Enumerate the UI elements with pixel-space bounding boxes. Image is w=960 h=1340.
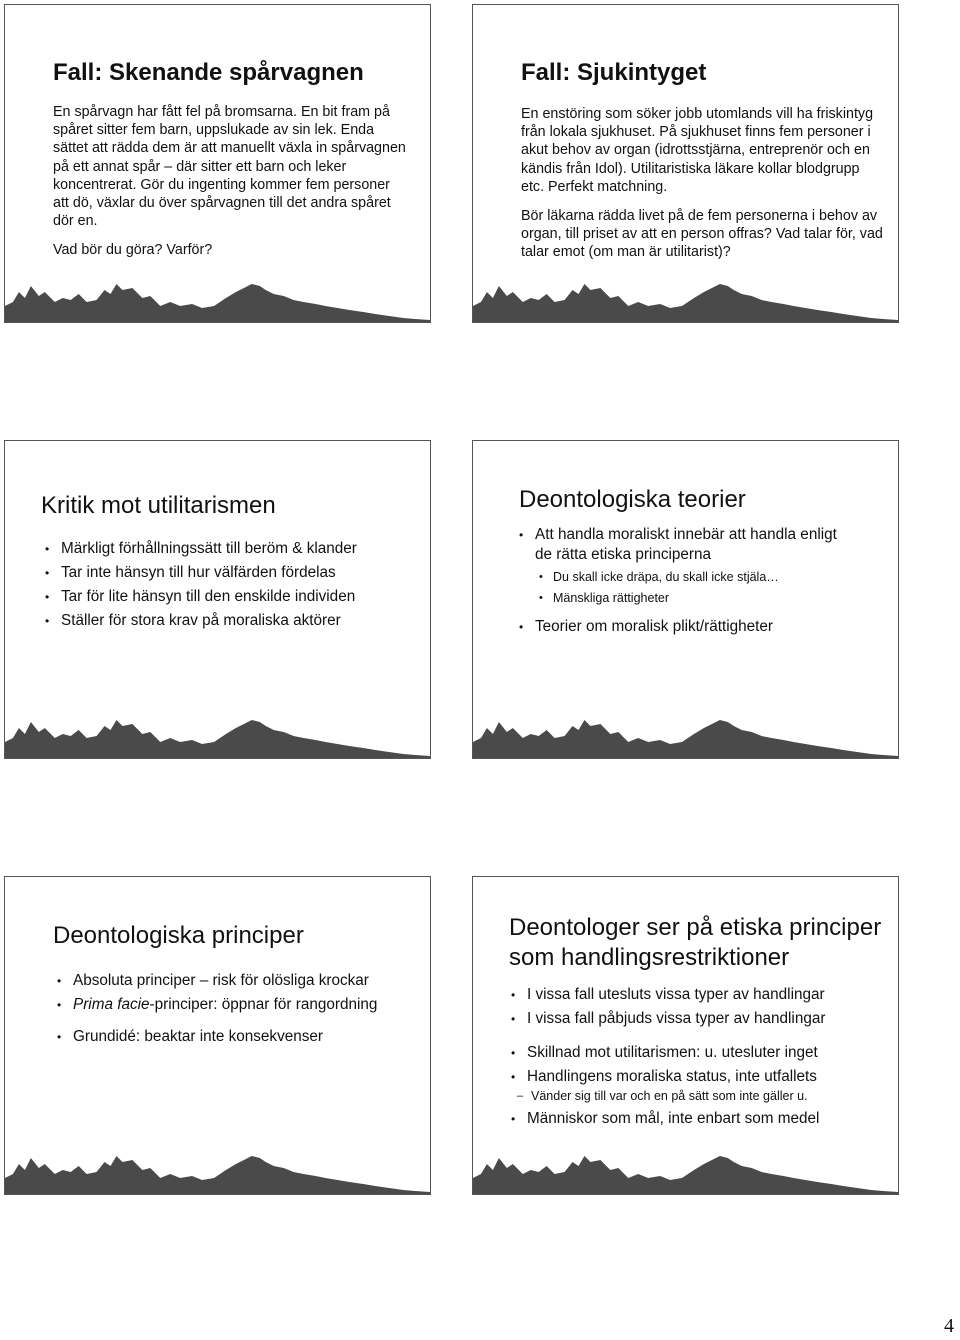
list-item: • Människor som mål, inte enbart som medel — [509, 1107, 894, 1131]
slide-title: Deontologiska teorier — [519, 486, 746, 513]
mountain-silhouette — [5, 708, 430, 758]
slide-sjukintyget — [472, 4, 899, 323]
mountain-silhouette — [5, 272, 430, 322]
title-rest: : Skenande spårvagnen — [94, 59, 364, 86]
bullet-list-3 — [509, 1107, 894, 1131]
slide-title — [53, 59, 364, 87]
list-item: • Ställer för stora krav på moraliska aktörer — [43, 609, 423, 633]
sub-list-item: – Vänder sig till var och en på sätt som inte gäller u. — [509, 1086, 894, 1107]
bullet-list — [43, 537, 423, 633]
slide-title: Kritik mot utilitarismen — [41, 492, 276, 519]
list-item: • Tar inte hänsyn till hur välfärden fördelas — [43, 561, 423, 585]
slide-deontologiska-teorier — [472, 440, 899, 759]
mountain-silhouette — [473, 708, 898, 758]
bullet-list-2 — [55, 1025, 425, 1049]
bullet-list — [509, 983, 894, 1031]
sub-dash-list — [509, 1086, 894, 1107]
list-item: • Tar för lite hänsyn till den enskilde individen — [43, 585, 423, 609]
list-item — [55, 993, 425, 1017]
slide-paragraph: En spårvagn har fått fel på bromsarna. En bit fram på spåret sitter fem barn, uppslukade av sin lek. Enda sättet att rädda dem är att manuellt växla in spårvagnen på ett annat spår – där sitter ett barn och leker koncentrerat. Gör du ingenting kommer fem personer att dö, växlar du över spårvagnen till det andra spåret dör en. — [53, 104, 406, 230]
title-bold: Fall — [53, 59, 95, 86]
slide-kritik-mot-utilitarismen — [4, 440, 431, 759]
mountain-silhouette — [5, 1144, 430, 1194]
list-item: • Skillnad mot utilitarismen: u. utesluter inget — [509, 1041, 894, 1065]
slide-paragraph-2: Bör läkarna rädda livet på de fem personerna i behov av organ, till priset av att en person offras? Vad talar för, vad talar emot (om man är utilitarist)? — [521, 208, 883, 261]
bullet-list-2 — [517, 615, 877, 639]
list-item: • Att handla moraliskt innebär att handla enligt de rätta etiska principerna — [517, 525, 847, 565]
mountain-silhouette — [473, 1144, 898, 1194]
slide-paragraph-1: En enstöring som söker jobb utomlands vill ha friskintyg från lokala sjukhuset. På sjukhuset finns fem personer i akut behov av organ (idrottsstjärna, entreprenör och en kändis från Idol). Utilitaristiska läkare kollar blodgrupp etc. Perfekt matchning. — [521, 106, 874, 195]
list-item-rest: -principer: öppnar för rangordning — [149, 996, 378, 1013]
title-bold: Fall — [521, 59, 563, 86]
bullet-list — [517, 525, 847, 565]
bullet-list — [55, 969, 425, 1017]
italic-term: Prima facie — [73, 996, 150, 1013]
list-item: • Handlingens moraliska status, inte utfallets — [509, 1065, 894, 1089]
slide-deontologiska-principer — [4, 876, 431, 1195]
slide-skenande-sparvagnen — [4, 4, 431, 323]
slide-deontologer-handlingsrestriktioner — [472, 876, 899, 1195]
bullet-list-2 — [509, 1041, 894, 1089]
sub-list-item: • Mänskliga rättigheter — [517, 588, 877, 609]
list-item: • I vissa fall utesluts vissa typer av handlingar — [509, 983, 894, 1007]
list-item: • Märkligt förhållningssätt till beröm & klander — [43, 537, 423, 561]
list-item: • Absoluta principer – risk för olösliga krockar — [55, 969, 425, 993]
title-rest: : Sjukintyget — [562, 59, 707, 86]
list-item: • Grundidé: beaktar inte konsekvenser — [55, 1025, 425, 1049]
slide-title — [521, 59, 706, 87]
sub-list-item: • Du skall icke dräpa, du skall icke stjäla… — [517, 567, 877, 588]
list-item: • I vissa fall påbjuds vissa typer av handlingar — [509, 1007, 894, 1031]
slide-question: Vad bör du göra? Varför? — [53, 242, 213, 258]
slide-title: Deontologer ser på etiska principer som handlingsrestriktioner — [509, 914, 882, 971]
mountain-silhouette — [473, 272, 898, 322]
list-item: • Teorier om moralisk plikt/rättigheter — [517, 615, 877, 639]
slide-title: Deontologiska principer — [53, 922, 304, 949]
sub-bullet-list — [517, 567, 877, 609]
page-number: 4 — [944, 1315, 954, 1337]
